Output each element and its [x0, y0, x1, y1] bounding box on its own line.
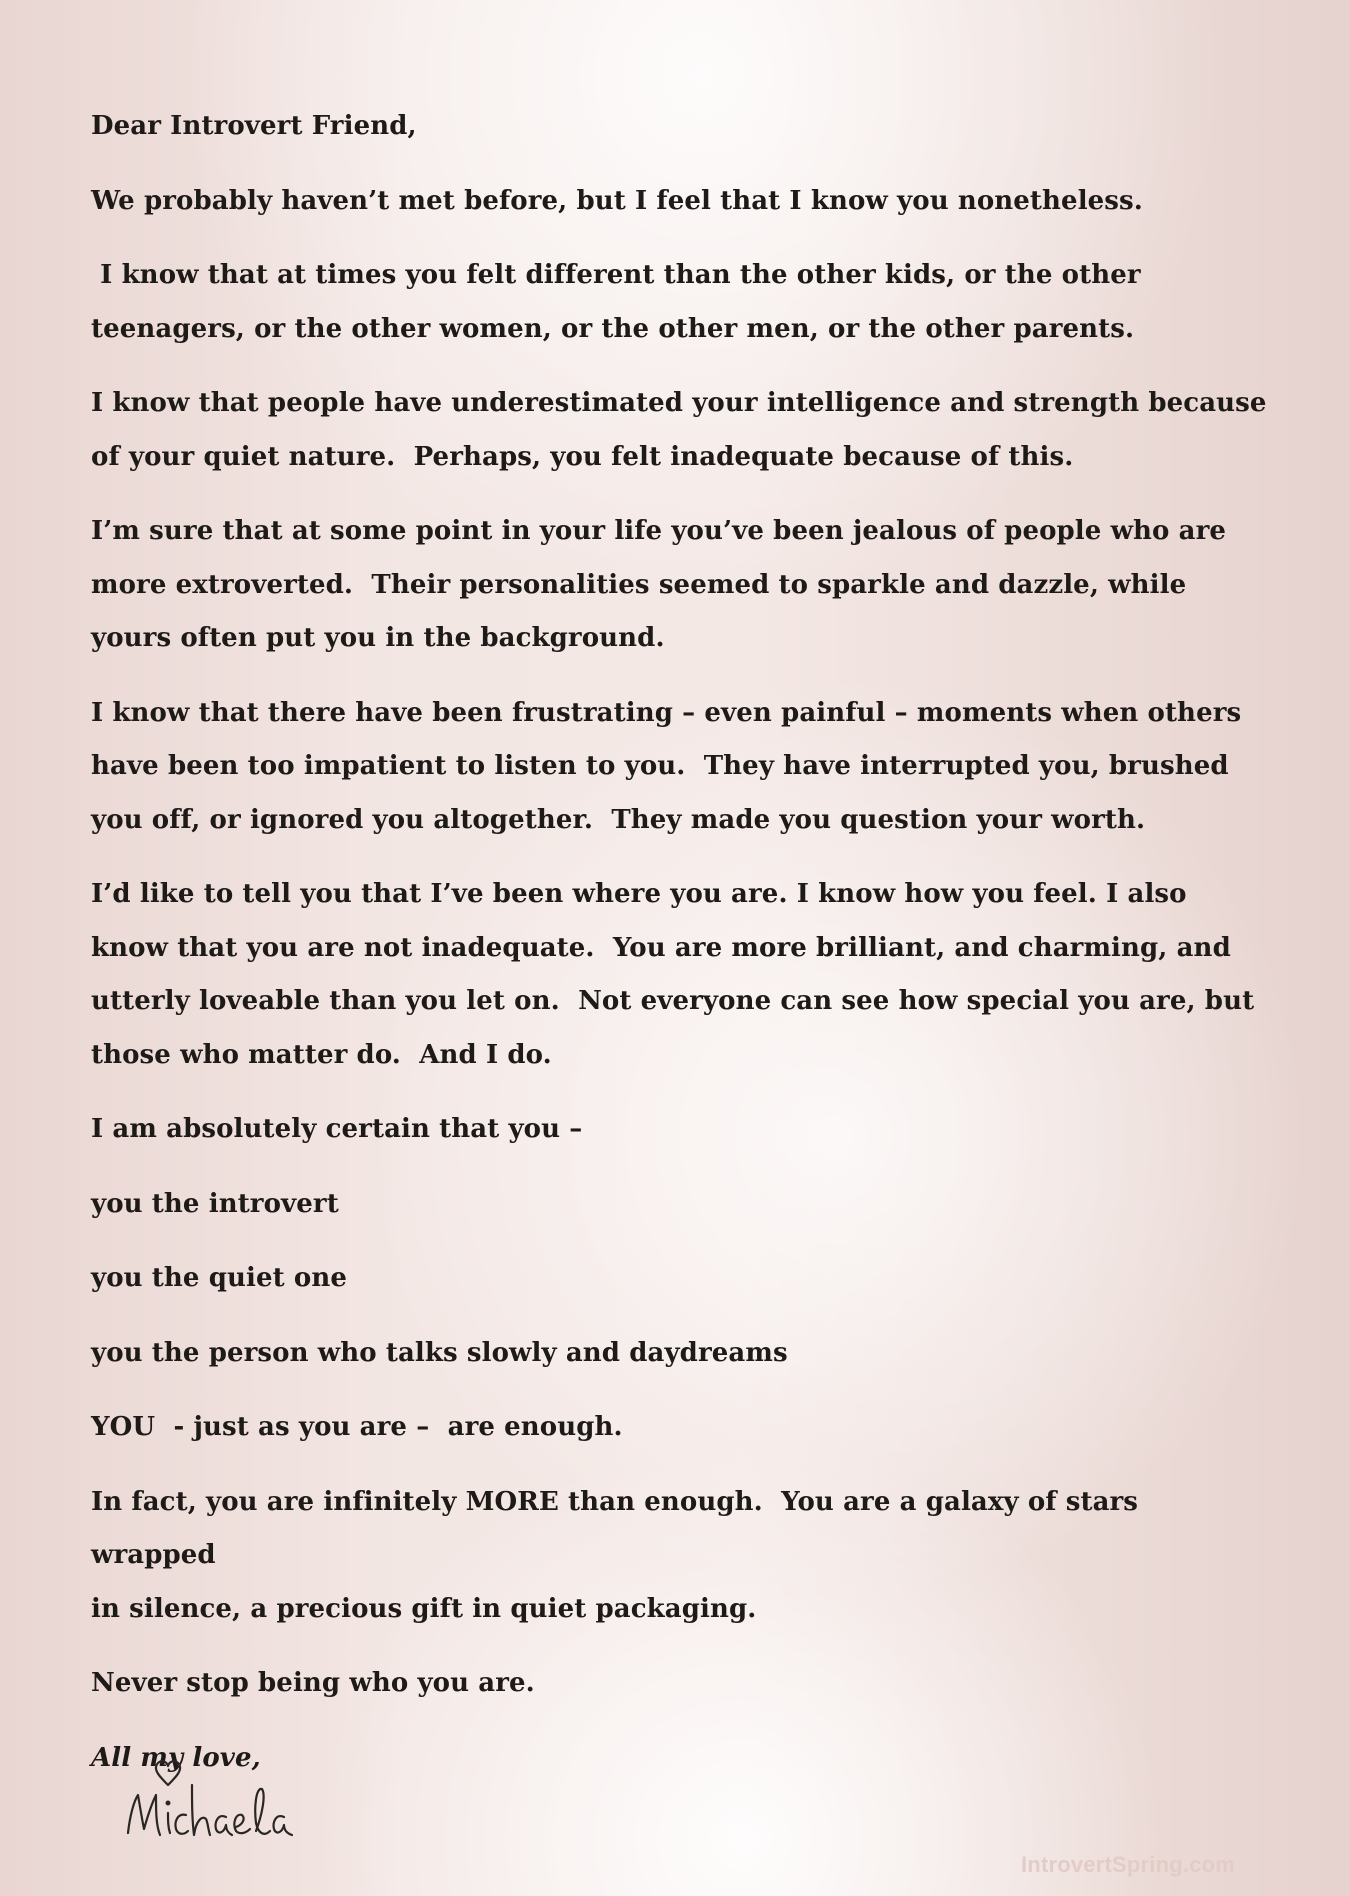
paragraph-9: you the quiet one	[91, 1263, 347, 1293]
paragraph-6: I’d like to tell you that I’ve been where you are. I know how you feel. I also know that you are not inadequate. You are more brilliant, and charming, and utterly loveable than you let on. Not everyone can see how special you are, but those who matter do. And I do.	[91, 879, 1255, 1070]
paragraph-1: We probably haven’t met before, but I feel that I know you nonetheless.	[91, 185, 1143, 216]
paragraph-8: you the introvert	[91, 1188, 339, 1219]
paragraph-7: I am absolutely certain that you –	[91, 1114, 583, 1144]
paragraph-3: I know that people have underestimated your intelligence and strength because of your quiet nature. Perhaps, you felt inadequate because of this.	[91, 388, 1267, 472]
closing: All my love,	[91, 1742, 261, 1773]
paragraph-2: I know that at times you felt different than the other kids, or the other teenagers, or the other women, or the other men, or the other parents.	[91, 260, 1141, 344]
paragraph-11: YOU - just as you are – are enough.	[91, 1412, 623, 1442]
salutation: Dear Introvert Friend,	[91, 111, 417, 141]
paragraph-10: you the person who talks slowly and daydreams	[91, 1337, 788, 1368]
signature-letter-m	[128, 1795, 160, 1835]
letter-body	[91, 100, 1271, 1806]
paragraph-12: In fact, you are infinitely MORE than enough. You are a galaxy of stars wrapped in silence, a precious gift in quiet packaging.	[91, 1486, 1139, 1624]
paragraph-5: I know that there have been frustrating – even painful – moments when others have been too impatient to listen to you. They have interrupted you, brushed you off, or ignored you altogether. They made you question your worth.	[91, 697, 1242, 835]
paragraph-4: I’m sure that at some point in your life you’ve been jealous of people who are more extroverted. Their personalities seemed to sparkle and dazzle, while yours often put you in the background.	[91, 516, 1227, 653]
paragraph-13: Never stop being who you are.	[91, 1668, 535, 1698]
signature	[122, 1755, 312, 1850]
watermark: IntrovertSpring.com	[1021, 1852, 1236, 1877]
heart-icon	[156, 1761, 180, 1785]
